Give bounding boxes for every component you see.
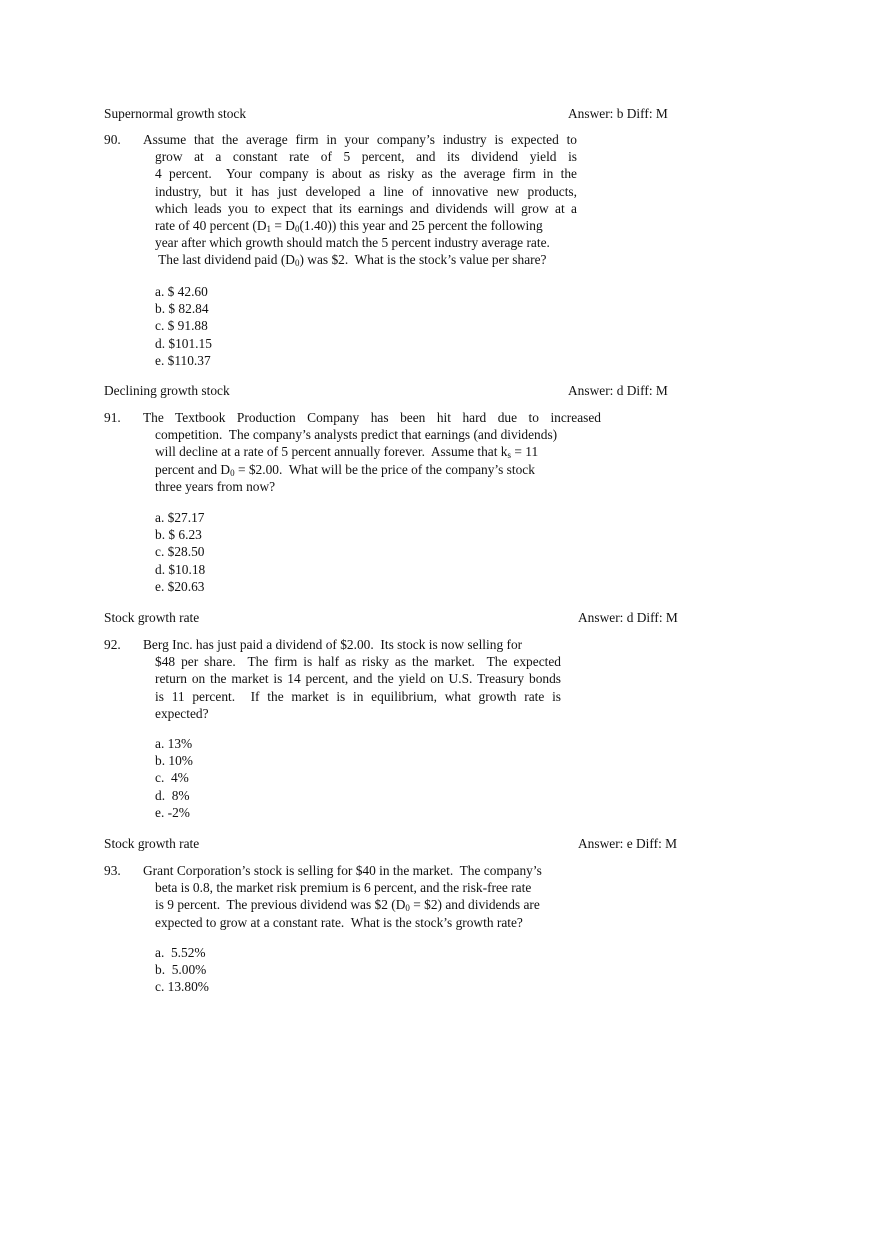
answer-option: e. $20.63	[155, 578, 205, 594]
answer-difficulty-label: Answer: d Diff: M	[568, 383, 668, 398]
question-number: 92.	[104, 637, 121, 652]
question-text-line	[143, 409, 601, 426]
question-header	[104, 609, 704, 626]
subscript: 0	[230, 467, 235, 478]
text-run: The last dividend paid (D	[155, 252, 295, 268]
question-text-line	[143, 636, 522, 653]
question-text-line	[155, 896, 540, 913]
question-text-line	[155, 461, 535, 478]
answer-option: a. $ 42.60	[155, 284, 208, 299]
subscript: 0	[405, 903, 410, 914]
answer-option: c. $28.50	[155, 544, 205, 560]
question-text-line	[155, 443, 538, 460]
answer-option: b. $ 82.84	[155, 301, 209, 317]
answer-option: c. $ 91.88	[155, 318, 208, 334]
question-number: 90.	[104, 132, 121, 147]
text-run: is 9 percent. The previous dividend was $2 (D	[155, 897, 406, 913]
text-run: Berg Inc. has just paid a dividend of $2.00. Its stock is now selling for	[143, 637, 523, 652]
text-run: three years from now?	[155, 478, 276, 494]
subscript: 0	[294, 258, 300, 269]
question-number: 93.	[104, 863, 121, 878]
subscript: s	[507, 450, 512, 461]
question-text-line	[155, 200, 577, 217]
answer-option: b. 10%	[155, 753, 193, 769]
topic-label: Supernormal growth stock	[104, 106, 247, 121]
question-text-line	[155, 653, 561, 670]
text-run: = 11	[511, 444, 539, 460]
text-run: percent and D	[155, 461, 231, 477]
text-run: = $2.00. What will be the price of the company’s stock	[234, 461, 535, 477]
answer-difficulty-label: Answer: d Diff: M	[578, 610, 678, 625]
answer-difficulty-label: Answer: e Diff: M	[578, 836, 678, 851]
question-header	[104, 835, 704, 852]
text-run: rate of 40 percent (D	[155, 218, 267, 233]
topic-label: Stock growth rate	[104, 610, 200, 625]
answer-option: d. $10.18	[155, 561, 206, 577]
answer-option: a. 5.52%	[155, 945, 206, 960]
question-text-line	[155, 705, 209, 722]
question-header	[104, 105, 704, 122]
answer-option: a. $27.17	[155, 510, 205, 525]
text-run: return on the market is 14 percent, and the yield on U.S. Treasury bonds	[155, 671, 561, 687]
answer-option: c. 13.80%	[155, 979, 209, 995]
text-run: The Textbook Production Company has been hit hard due to increased	[143, 410, 601, 425]
text-run: year after which growth should match the 5 percent industry average rate.	[155, 235, 550, 251]
text-run: grow at a constant rate of 5 percent, and its dividend yield is	[155, 149, 577, 165]
answer-option: d. $101.15	[155, 335, 212, 351]
question-text-line	[155, 165, 577, 182]
topic-label: Declining growth stock	[104, 383, 230, 398]
answer-option: e. $110.37	[155, 352, 211, 368]
text-run: ) was $2. What is the stock’s value per share?	[299, 252, 547, 268]
text-run: expected?	[155, 705, 209, 721]
text-run: Grant Corporation’s stock is selling for $40 in the market. The company’s	[143, 863, 542, 878]
answer-option: a. 13%	[155, 736, 193, 751]
answer-option: d. 8%	[155, 787, 190, 803]
text-run: Assume that the average firm in your company’s industry is expected to	[143, 132, 577, 147]
question-text-line	[143, 862, 542, 879]
text-run: will decline at a rate of 5 percent annually forever. Assume that k	[155, 444, 508, 460]
answer-option: b. $ 6.23	[155, 527, 202, 543]
text-run: which leads you to expect that its earnings and dividends will grow at a	[155, 200, 577, 216]
question-text-line	[155, 183, 577, 200]
text-run: $48 per share. The firm is half as risky as the market. The expected	[155, 654, 561, 670]
answer-option: e. -2%	[155, 804, 190, 820]
answer-difficulty-label: Answer: b Diff: M	[568, 106, 668, 121]
question-text-line	[143, 131, 577, 148]
subscript: 1	[266, 224, 272, 234]
answer-option: b. 5.00%	[155, 962, 207, 978]
text-run: = $2) and dividends are	[409, 897, 540, 913]
question-text-line	[155, 879, 531, 896]
question-text-line	[155, 478, 275, 495]
text-run: competition. The company’s analysts predict that earnings (and dividends)	[155, 427, 558, 443]
text-run: expected to grow at a constant rate. What is the stock’s growth rate?	[155, 914, 523, 930]
question-text-line	[155, 426, 557, 443]
question-text-line	[155, 217, 543, 234]
subscript: 0	[294, 224, 300, 234]
question-text-line	[155, 148, 577, 165]
question-text-line	[155, 688, 561, 705]
question-header	[104, 382, 704, 399]
question-text-line	[155, 914, 523, 931]
question-text-line	[155, 251, 547, 268]
text-run: industry, but it has just developed a line of innovative new products,	[155, 183, 577, 199]
text-run: beta is 0.8, the market risk premium is 6 percent, and the risk-free rate	[155, 880, 532, 896]
question-number: 91.	[104, 410, 121, 425]
topic-label: Stock growth rate	[104, 836, 200, 851]
text-run: = D	[271, 218, 295, 233]
text-run: is 11 percent. If the market is in equilibrium, what growth rate is	[155, 688, 561, 704]
question-text-line	[155, 234, 550, 251]
text-run: 4 percent. Your company is about as risky as the average firm in the	[155, 166, 577, 182]
question-text-line	[155, 670, 561, 687]
answer-option: c. 4%	[155, 770, 189, 786]
text-run: (1.40)) this year and 25 percent the following	[299, 218, 543, 233]
